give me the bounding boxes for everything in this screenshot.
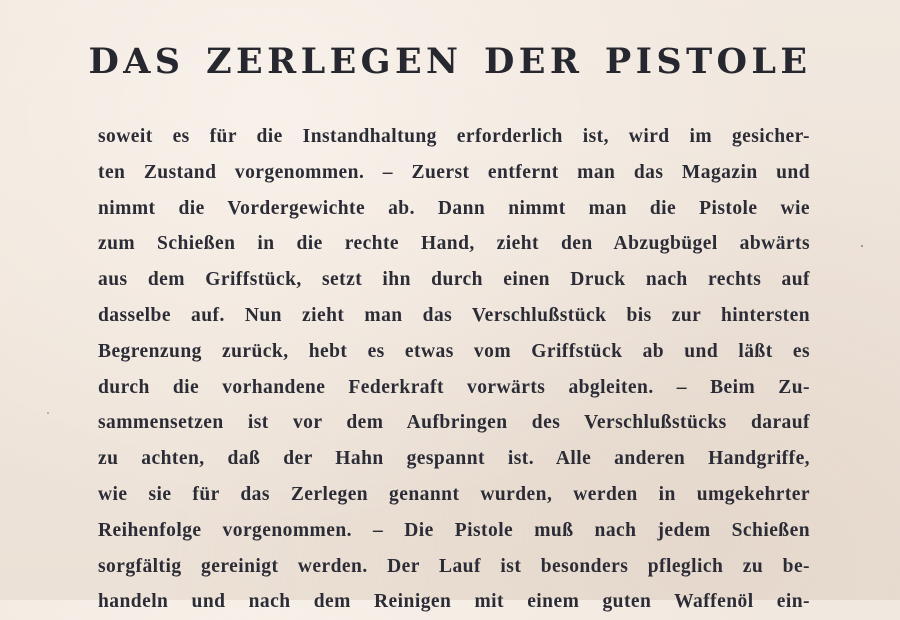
text-line: Reihenfolge vorgenommen. – Die Pistole muß nach jedem Schießen	[98, 519, 810, 541]
text-line: soweit es für die Instandhaltung erforderlich ist, wird im gesicher-	[98, 126, 810, 147]
text-line: handeln und nach dem Reinigen mit einem guten Waffenöl ein-	[98, 591, 810, 613]
body-paragraph	[98, 119, 810, 620]
text-line: zum Schießen in die rechte Hand, zieht den Abzugbügel abwärts	[98, 233, 810, 255]
text-line: Begrenzung zurück, hebt es etwas vom Griffstück ab und läßt es	[98, 340, 810, 362]
page-title: DAS ZERLEGEN DER PISTOLE	[88, 41, 812, 82]
text-line: sammensetzen ist vor dem Aufbringen des Verschlußstücks darauf	[98, 412, 810, 434]
text-line: sorgfältig gereinigt werden. Der Lauf ist besonders pfleglich zu be-	[98, 555, 810, 577]
text-line: nimmt die Vordergewichte ab. Dann nimmt man die Pistole wie	[98, 197, 810, 219]
text-line: dasselbe auf. Nun zieht man das Verschlußstück bis zur hintersten	[98, 304, 810, 326]
text-line: zu achten, daß der Hahn gespannt ist. Alle anderen Handgriffe,	[98, 448, 810, 470]
text-line: ten Zustand vorgenommen. – Zuerst entfernt man das Magazin und	[98, 161, 810, 183]
paper-speck	[861, 245, 863, 247]
paper-speck	[47, 412, 49, 414]
text-line: wie sie für das Zerlegen genannt wurden, werden in umgekehrter	[98, 483, 810, 505]
text-line: durch die vorhandene Federkraft vorwärts abgleiten. – Beim Zu-	[98, 376, 810, 398]
text-line: aus dem Griffstück, setzt ihn durch einen Druck nach rechts auf	[98, 269, 810, 291]
